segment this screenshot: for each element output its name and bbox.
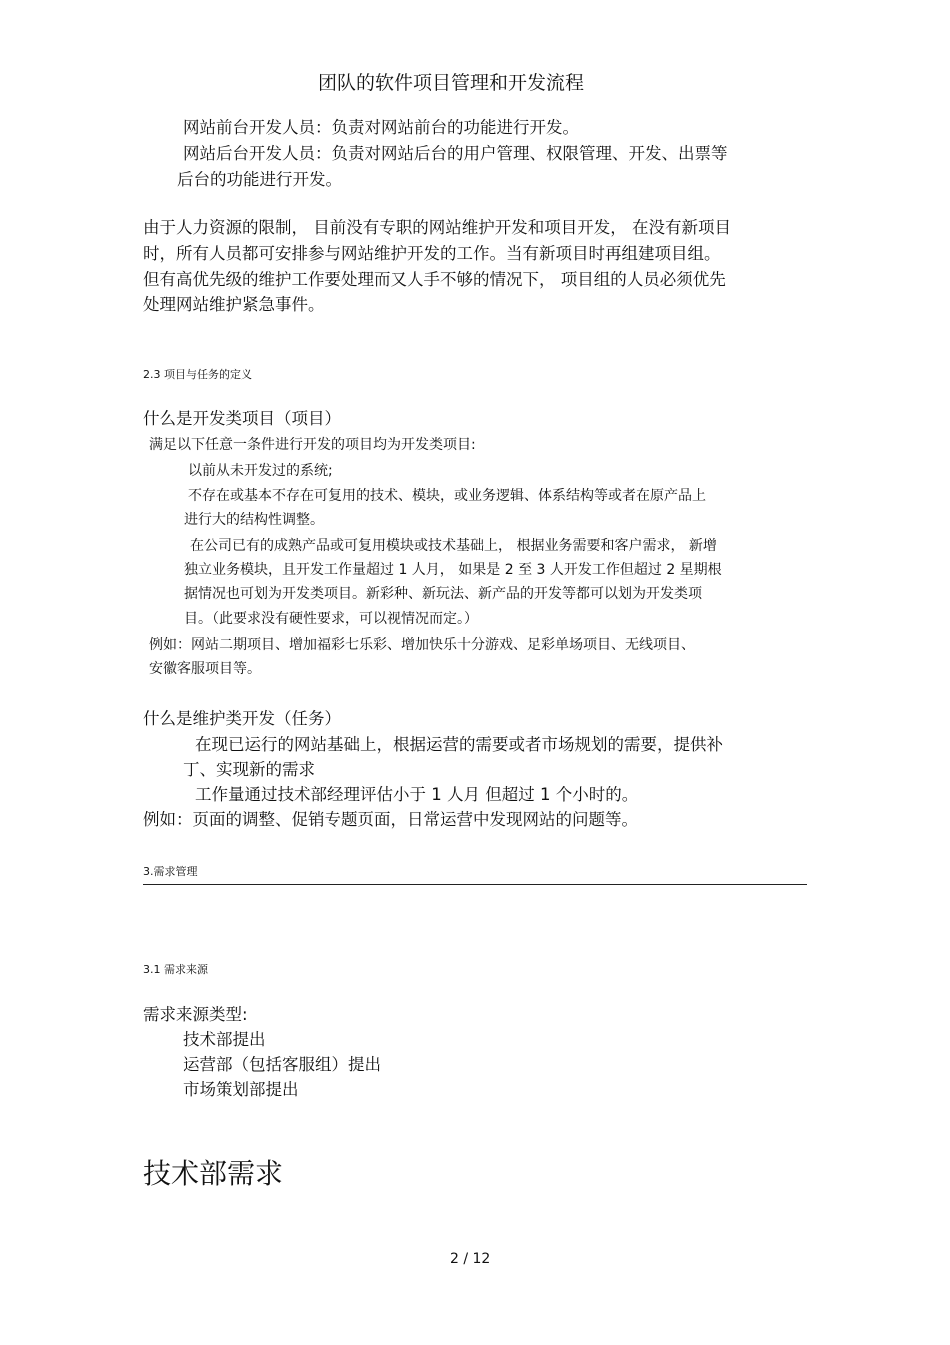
sources-title: 需求来源类型: [143,1005,248,1024]
para-line-1: 由于人力资源的限制， 目前没有专职的网站维护开发和项目开发， 在没有新项目 [143,218,731,237]
dev-item-3-line-1: 在公司已有的成熟产品或可复用模块或技术基础上， 根据业务需要和客户需求， 新增 [190,538,717,554]
dev-item-3-line-3: 据情况也可划为开发类项目。新彩种、新玩法、新产品的开发等都可以划为开发类项 [184,586,702,602]
page-title: 团队的软件项目管理和开发流程 [318,72,585,94]
dev-example-line-2: 安徽客服项目等。 [149,661,261,677]
role-backend: 网站后台开发人员：负责对网站后台的用户管理、权限管理、开发、出票等 [183,144,728,163]
para-line-4: 处理网站维护紧急事件。 [143,295,325,314]
source-item-3: 市场策划部提出 [183,1080,299,1099]
dev-item-3-line-4: 目。（此要求没有硬性要求，可以视情况而定。） [184,611,478,627]
dev-item-3-line-2: 独立业务模块，且开发工作量超过 1 人月， 如果是 2 至 3 人开发工作但超过 2 星期根 [184,562,722,578]
maint-line-2: 丁、实现新的需求 [183,760,315,779]
maint-title: 什么是维护类开发（任务） [143,709,341,728]
maint-line-1: 在现已运行的网站基础上，根据运营的需要或者市场规划的需要，提供补 [195,735,723,754]
source-item-1: 技术部提出 [183,1030,266,1049]
section-heading-3: 3.需求管理 [143,865,198,878]
dev-item-2-line-1: 不存在或基本不存在可复用的技术、模块，或业务逻辑、体系结构等或者在原产品上 [188,488,706,504]
role-frontend: 网站前台开发人员：负责对网站前台的功能进行开发。 [183,118,579,137]
maint-example: 例如：页面的调整、促销专题页面，日常运营中发现网站的问题等。 [143,810,638,829]
para-line-2: 时，所有人员都可安排参与网站维护开发的工作。当有新项目时再组建项目组。 [143,244,721,263]
dev-project-title: 什么是开发类项目（项目） [143,409,341,428]
role-backend-cont: 后台的功能进行开发。 [177,170,342,189]
dev-item-1: 以前从未开发过的系统; [188,463,333,479]
source-item-2: 运营部（包括客服组）提出 [183,1055,381,1074]
dev-item-2-line-2: 进行大的结构性调整。 [184,512,324,528]
para-line-3: 但有高优先级的维护工作要处理而又人手不够的情况下， 项目组的人员必须优先 [143,270,726,289]
dev-example-line-1: 例如：网站二期项目、增加福彩七乐彩、增加快乐十分游戏、足彩单场项目、无线项目、 [149,637,695,653]
tech-req-heading: 技术部需求 [143,1157,284,1190]
section-heading-3-1: 3.1 需求来源 [143,963,208,976]
maint-line-3: 工作量通过技术部经理评估小于 1 人月 但超过 1 个小时的。 [195,785,639,804]
section-rule [143,884,807,885]
section-heading-2-3: 2.3 项目与任务的定义 [143,368,252,381]
dev-project-intro: 满足以下任意一条件进行开发的项目均为开发类项目: [149,437,476,453]
page-number: 2 / 12 [450,1251,491,1267]
